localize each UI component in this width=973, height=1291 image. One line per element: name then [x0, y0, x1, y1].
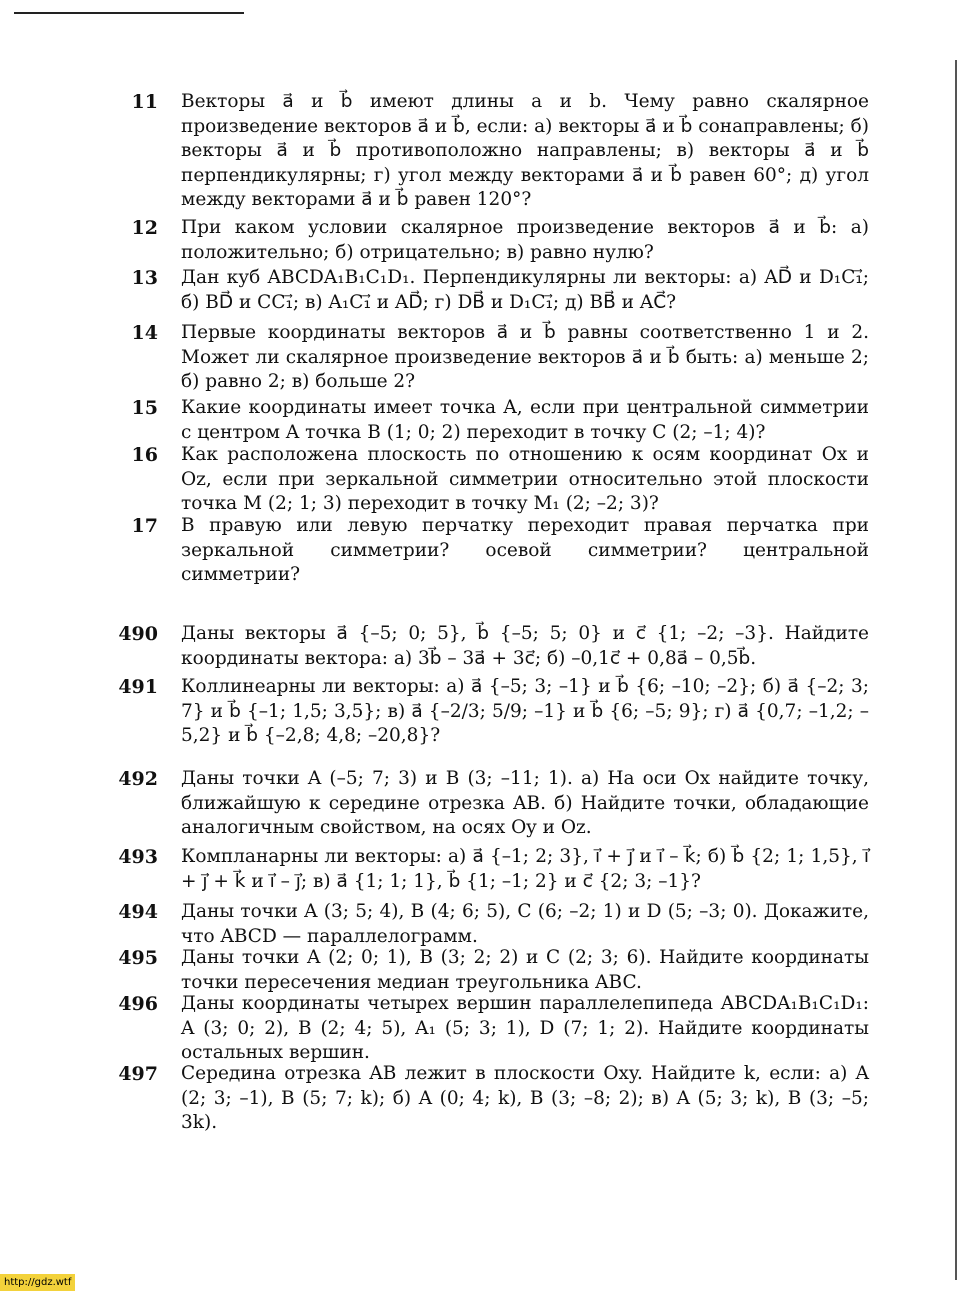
problem-number: 17	[131, 515, 158, 537]
problem-text: Коллинеарны ли векторы: а) a⃗ {–5; 3; –1} и b⃗ {6; –10; –2}; б) a⃗ {–2; 3; 7} и b⃗ {–1; 1,5; 3,5}; в) a⃗ {–2/3; 5/9; –1} и b⃗ {6; –5; 9}; г) a⃗ {0,7; –1,2; –5,2} и b⃗ {–2,8; 4,8; –20,8}?	[181, 676, 869, 746]
problem-text: Даны точки A (–5; 7; 3) и B (3; –11; 1). а) На оси Ox найдите точку, ближайшую к середине отрезка AB. б) Найдите точки, обладающие аналогичным свойством, на осях Oy и Oz.	[181, 768, 869, 838]
source-link[interactable]: http://gdz.wtf	[0, 1274, 75, 1291]
problem-number: 493	[118, 846, 158, 868]
problem-number: 497	[118, 1063, 158, 1085]
problem-text: Середина отрезка AB лежит в плоскости Oxy. Найдите k, если: а) A (2; 3; –1), B (5; 7; k); б) A (0; 4; k), B (3; –8; 2); в) A (5; 3; k), B (3; –5; 3k).	[181, 1063, 869, 1133]
problem-number: 11	[131, 91, 158, 113]
problem-number: 496	[118, 993, 158, 1015]
problem-text: Компланарны ли векторы: а) a⃗ {–1; 2; 3}, i⃗ + j⃗ и i⃗ – k⃗; б) b⃗ {2; 1; 1,5}, i⃗ + j⃗ + k⃗ и i⃗ – j⃗; в) a⃗ {1; 1; 1}, b⃗ {1; –1; 2} и c⃗ {2; 3; –1}?	[181, 846, 869, 892]
problem-text: Первые координаты векторов a⃗ и b⃗ равны соответственно 1 и 2. Может ли скалярное произведение векторов a⃗ и b⃗ быть: а) меньше 2; б) равно 2; в) больше 2?	[181, 322, 869, 392]
problem-text: Векторы a⃗ и b⃗ имеют длины a и b. Чему равно скалярное произведение векторов a⃗ и b⃗, если: а) векторы a⃗ и b⃗ сонаправлены; б) векторы a⃗ и b⃗ противоположно направлены; в) векторы a⃗ и b⃗ перпендикулярны; г) угол между векторами a⃗ и b⃗ равен 60°; д) угол между векторами a⃗ и b⃗ равен 120°?	[181, 91, 869, 210]
problem-number: 495	[118, 947, 158, 969]
problem-number: 494	[118, 901, 158, 923]
problem-text: Даны точки A (2; 0; 1), B (3; 2; 2) и C (2; 3; 6). Найдите координаты точки пересечения медиан треугольника ABC.	[181, 947, 869, 993]
problem-text: Какие координаты имеет точка A, если при центральной симметрии с центром A точка B (1; 0; 2) переходит в точку C (2; –1; 4)?	[181, 397, 869, 443]
problem-number: 490	[118, 623, 158, 645]
problem-text: Дан куб ABCDA₁B₁C₁D₁. Перпендикулярны ли векторы: а) AD⃗ и D₁C₁⃗; б) BD⃗ и CC₁⃗; в) A₁C₁⃗ и AD⃗; г) DB⃗ и D₁C₁⃗; д) BB⃗ и AC⃗?	[181, 267, 869, 313]
problem-text: Даны точки A (3; 5; 4), B (4; 6; 5), C (6; –2; 1) и D (5; –3; 0). Докажите, что ABCD — параллелограмм.	[181, 901, 869, 947]
problem-text: В правую или левую перчатку переходит правая перчатка при зеркальной симметрии? осевой симметрии? центральной симметрии?	[181, 515, 869, 585]
problem-number: 16	[131, 444, 158, 466]
problem-number: 15	[131, 397, 158, 419]
top-rule	[14, 12, 244, 14]
problem-number: 14	[131, 322, 158, 344]
problem-text: Как расположена плоскость по отношению к осям координат Ox и Oz, если при зеркальной симметрии относительно этой плоскости точка M (2; 1; 3) переходит в точку M₁ (2; –2; 3)?	[181, 444, 869, 514]
page-edge-rule	[955, 60, 957, 1280]
problem-text: При каком условии скалярное произведение векторов a⃗ и b⃗: а) положительно; б) отрицательно; в) равно нулю?	[181, 217, 869, 263]
problem-text: Даны векторы a⃗ {–5; 0; 5}, b⃗ {–5; 5; 0} и c⃗ {1; –2; –3}. Найдите координаты вектора: а) 3b⃗ – 3a⃗ + 3c⃗; б) –0,1c⃗ + 0,8a⃗ – 0,5b⃗.	[181, 623, 869, 669]
problem-number: 13	[131, 267, 158, 289]
problem-number: 492	[118, 768, 158, 790]
problem-number: 491	[118, 676, 158, 698]
problem-number: 12	[131, 217, 158, 239]
problem-text: Даны координаты четырех вершин параллелепипеда ABCDA₁B₁C₁D₁: A (3; 0; 2), B (2; 4; 5), A₁ (5; 3; 1), D (7; 1; 2). Найдите координаты остальных вершин.	[181, 993, 869, 1063]
